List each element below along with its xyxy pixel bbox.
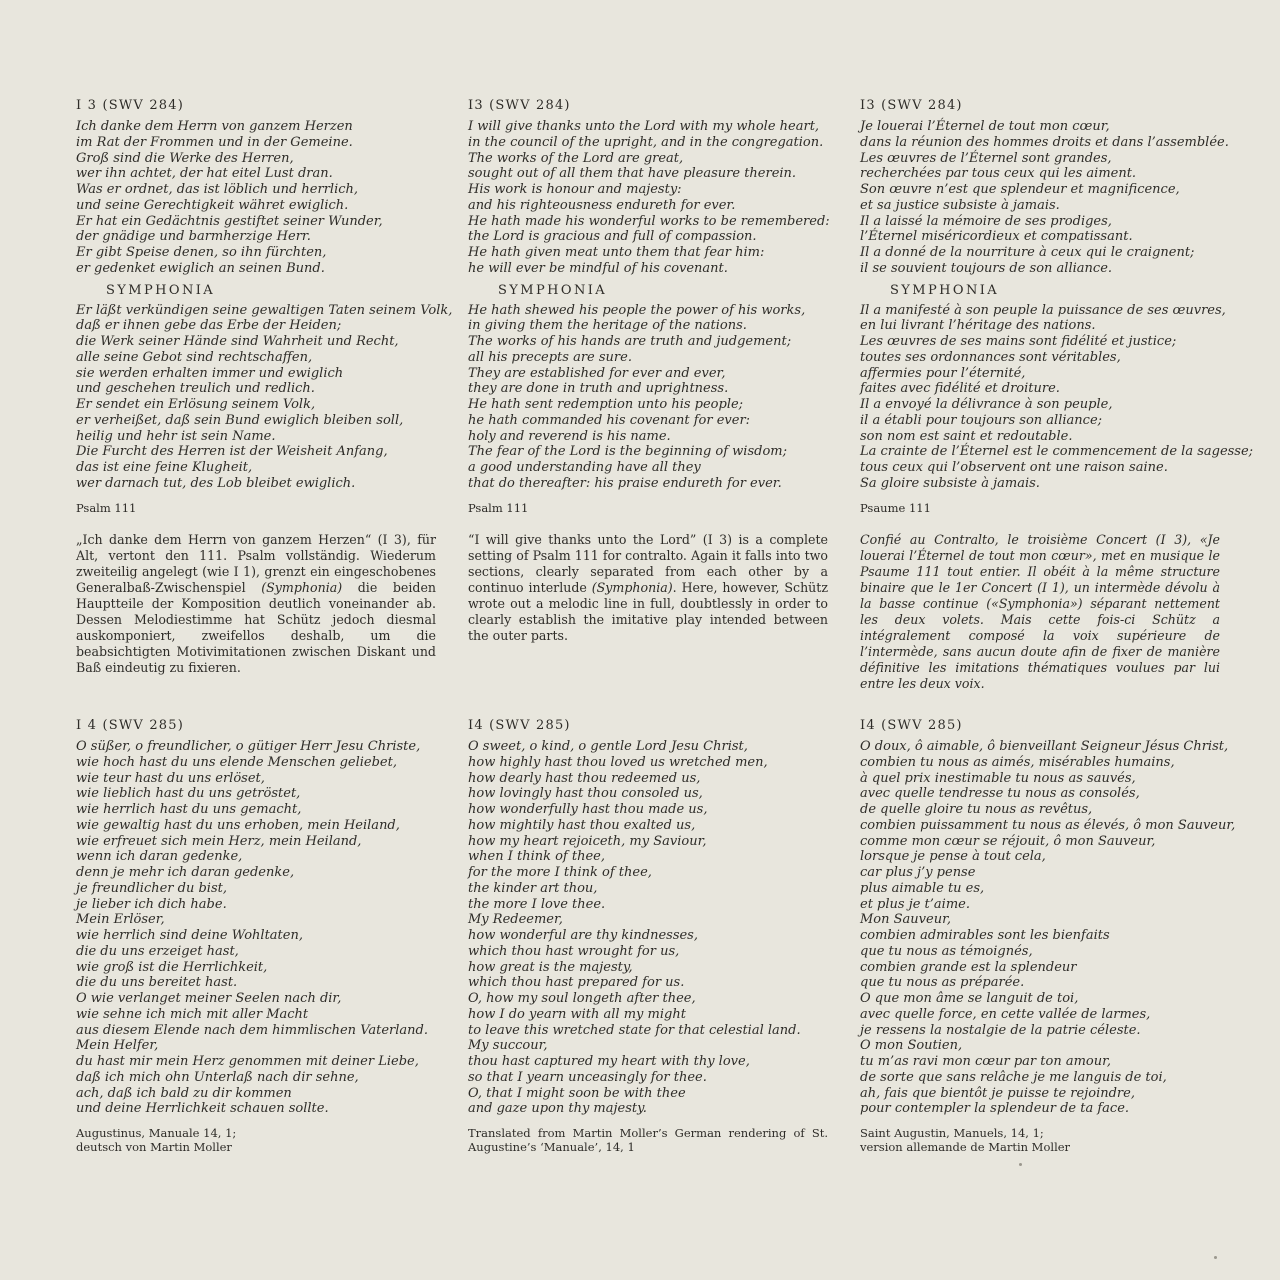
verse-line: wie sehne ich mich mit aller Macht [76, 1006, 309, 1022]
verse-line: Je louerai l’Éternel de tout mon cœur, [860, 119, 1110, 134]
verse-line: wie teur hast du uns erlöset, [76, 770, 265, 786]
source-citation: Psalm 111 [76, 500, 137, 515]
verse-line: how lovingly hast thou consoled us, [468, 786, 703, 802]
verse-line: O, that I might soon be with thee [468, 1085, 686, 1101]
verse-line: which thou hast prepared for us. [468, 975, 685, 991]
verse-line: the kinder art thou, [468, 880, 598, 896]
verse-line: O, how my soul longeth after thee, [468, 991, 696, 1006]
verse-line: O süßer, o freundlicher, o gütiger Herr Jesu Christe, [76, 739, 421, 754]
verse-line: wie groß ist die Herrlichkeit, [76, 959, 268, 975]
verse-line: er verheißet, daß sein Bund ewiglich bleiben soll, [76, 412, 404, 428]
section-heading: I3 (SWV 284) [860, 98, 963, 113]
verse-line: He hath shewed his people the power of his works, [468, 302, 806, 318]
verse-line: avec quelle force, en cette vallée de larmes, [860, 1006, 1151, 1022]
verse-line: the more I love thee. [468, 896, 606, 912]
verse-line: He hath sent redemption unto his people; [468, 397, 744, 412]
verse-line: for the more I think of thee, [468, 865, 652, 880]
verse-line: which thou hast wrought for us, [468, 943, 680, 959]
verse-line: wenn ich daran gedenke, [76, 849, 243, 865]
verse-line: Er hat ein Gedächtnis gestiftet seiner Wunder, [76, 213, 383, 229]
verse-part1 [468, 119, 828, 277]
symphonia-heading: SYMPHONIA [106, 282, 216, 298]
verse-line: dans la réunion des hommes droits et dans l’assemblée. [860, 134, 1229, 150]
verse-part1 [76, 119, 436, 277]
verse-line: a good understanding have all they [468, 460, 701, 475]
verse-line: in giving them the heritage of the nations. [468, 318, 747, 334]
verse-line: daß ich mich ohn Unterlaß nach dir sehne, [76, 1069, 359, 1085]
verse-line: and gaze upon thy majesty. [468, 1101, 647, 1117]
verse-line: when I think of thee, [468, 849, 605, 865]
verse-line: combien grande est la splendeur [860, 959, 1077, 975]
verse-line: wer darnach tut, des Lob bleibet ewiglich. [76, 475, 356, 491]
verse-text [860, 739, 1236, 1117]
verse-line: aus diesem Elende nach dem himmlischen Vaterland. [76, 1022, 429, 1038]
section-heading: I4 (SWV 285) [468, 718, 571, 733]
verse-line: thou hast captured my heart with thy love, [468, 1054, 750, 1069]
verse-line: wie erfreuet sich mein Herz, mein Heiland, [76, 833, 362, 849]
section-heading: I 4 (SWV 285) [76, 718, 185, 733]
verse-line: wie herrlich sind deine Wohltaten, [76, 928, 303, 943]
verse-line: die Werk seiner Hände sind Wahrheit und Recht, [76, 334, 399, 349]
german-column-i3 [76, 98, 453, 676]
verse-line: Son œuvre n’est que splendeur et magnificence, [860, 182, 1180, 197]
verse-line: das ist eine feine Klugheit, [76, 460, 253, 475]
verse-line: how I do yearn with all my might [468, 1006, 686, 1022]
verse-line: Il a manifesté à son peuple la puissance de ses œuvres, [860, 302, 1226, 318]
source-citation: Psaume 111 [860, 500, 931, 515]
verse-line: que tu nous as témoignés, [860, 943, 1033, 959]
source-citation: Translated from Martin Moller’s German rendering of St. Augustine’s ‘Manuale’, 14, 1 [468, 1126, 828, 1154]
verse-line: wie gewaltig hast du uns erhoben, mein Heiland, [76, 817, 400, 833]
verse-line: Mein Erlöser, [76, 912, 165, 928]
verse-line: They are established for ever and ever, [468, 365, 726, 381]
verse-part2 [76, 302, 453, 492]
verse-line: pour contempler la splendeur de ta face. [860, 1101, 1130, 1117]
source-citation: Saint Augustin, Manuels, 14, 1; version allemande de Martin Moller [860, 1126, 1071, 1154]
verse-line: sie werden erhalten immer und ewiglich [76, 365, 344, 381]
verse-line: My succour, [468, 1038, 548, 1054]
verse-line: ah, fais que bientôt je puisse te rejoindre, [860, 1085, 1135, 1101]
verse-line: et sa justice subsiste à jamais. [860, 197, 1060, 213]
verse-line: Was er ordnet, das ist löblich und herrlich, [76, 182, 359, 197]
verse-line: du hast mir mein Herz genommen mit deiner Liebe, [76, 1054, 419, 1069]
verse-line: je lieber ich dich habe. [76, 896, 227, 912]
verse-line: His work is honour and majesty: [468, 182, 682, 197]
verse-line: how dearly hast thou redeemed us, [468, 770, 701, 786]
commentary-paragraph: „Ich danke dem Herrn von ganzem Herzen“ (I 3), für Alt, vertont den 111. Psalm vollständig. Wiederum zweiteilig angelegt (wie I 1), grenzt ein eingeschobenes Generalbaß-Zwischenspiel (Symphonia) die beiden Hauptteile der Komposition deutlich voneinander ab. Dessen Melodiestimme hat Schütz jedoch diesmal auskomponiert, zweifellos deshalb, um die beabsichtigten Motivimitationen zwischen Diskant und Baß eindeutig zu fixieren. [76, 531, 437, 676]
verse-line: holy and reverend is his name. [468, 428, 671, 444]
verse-line: how mightily hast thou exalted us, [468, 817, 696, 833]
verse-part2 [860, 302, 1254, 492]
verse-line: daß er ihnen gebe das Erbe der Heiden; [76, 318, 342, 334]
verse-line: Er läßt verkündigen seine gewaltigen Taten seinem Volk, [76, 302, 453, 318]
verse-line: son nom est saint et redoutable. [860, 428, 1073, 444]
verse-line: and his righteousness endureth for ever. [468, 197, 736, 213]
verse-line: je ressens la nostalgie de la patrie céleste. [860, 1022, 1141, 1038]
french-column-i4 [860, 718, 1236, 1154]
verse-line: und deine Herrlichkeit schauen sollte. [76, 1101, 329, 1117]
verse-line: in the council of the upright, and in the congregation. [468, 134, 824, 150]
verse-line: Sa gloire subsiste à jamais. [860, 475, 1040, 491]
german-column-i4 [76, 718, 436, 1154]
verse-line: The works of the Lord are great, [468, 150, 684, 166]
verse-line: Mon Sauveur, [860, 912, 951, 928]
verse-line: wie herrlich hast du uns gemacht, [76, 802, 302, 817]
verse-line: combien puissamment tu nous as élevés, ô mon Sauveur, [860, 817, 1236, 833]
verse-line: My Redeemer, [468, 912, 563, 928]
verse-line: Il a laissé la mémoire de ses prodiges, [860, 213, 1112, 229]
verse-line: et plus je t’aime. [860, 896, 970, 912]
verse-line: La crainte de l’Éternel est le commencement de la sagesse; [860, 444, 1254, 460]
verse-line: how highly hast thou loved us wretched men, [468, 754, 768, 770]
english-column-i3 [468, 98, 828, 644]
verse-line: denn je mehr ich daran gedenke, [76, 865, 295, 880]
verse-line: und geschehen treulich und redlich. [76, 381, 315, 397]
section-heading: I4 (SWV 285) [860, 718, 963, 733]
verse-line: de sorte que sans relâche je me languis de toi, [860, 1069, 1167, 1085]
verse-line: recherchées par tous ceux qui les aiment. [860, 166, 1137, 182]
verse-line: wer ihn achtet, der hat eitel Lust dran. [76, 166, 333, 182]
verse-line: sought out of all them that have pleasure therein. [468, 166, 797, 182]
verse-line: how wonderful are thy kindnesses, [468, 928, 698, 943]
verse-line: Er sendet ein Erlösung seinem Volk, [76, 397, 316, 412]
verse-line: il a établi pour toujours son alliance; [860, 412, 1103, 428]
verse-line: O sweet, o kind, o gentle Lord Jesu Christ, [468, 739, 748, 754]
paper-speck [1019, 1163, 1022, 1166]
verse-line: die du uns erzeiget hast, [76, 943, 239, 959]
verse-line: all his precepts are sure. [468, 349, 632, 365]
verse-line: I will give thanks unto the Lord with my whole heart, [468, 119, 820, 134]
verse-line: the Lord is gracious and full of compassion. [468, 229, 757, 245]
verse-line: The works of his hands are truth and judgement; [468, 334, 792, 349]
verse-line: affermies pour l’éternité, [860, 365, 1026, 381]
verse-line: Er gibt Speise denen, so ihn fürchten, [76, 245, 327, 260]
verse-line: Mein Helfer, [76, 1038, 159, 1054]
verse-line: en lui livrant l’héritage des nations. [860, 318, 1096, 334]
paper-speck [1214, 1256, 1217, 1259]
verse-line: tu m’as ravi mon cœur par ton amour, [860, 1054, 1112, 1069]
verse-text [468, 739, 828, 1117]
verse-line: il se souvient toujours de son alliance. [860, 260, 1113, 276]
verse-line: Il a donné de la nourriture à ceux qui le craignent; [860, 245, 1195, 260]
verse-line: O que mon âme se languit de toi, [860, 991, 1079, 1006]
verse-line: O wie verlanget meiner Seelen nach dir, [76, 991, 342, 1006]
french-column-i3 [860, 98, 1254, 692]
verse-line: alle seine Gebot sind rechtschaffen, [76, 349, 313, 365]
verse-line: that do thereafter: his praise endureth for ever. [468, 475, 782, 491]
verse-line: plus aimable tu es, [860, 880, 985, 896]
verse-line: im Rat der Frommen und in der Gemeine. [76, 134, 353, 150]
verse-line: avec quelle tendresse tu nous as consolés, [860, 786, 1140, 802]
verse-line: ach, daß ich bald zu dir kommen [76, 1085, 292, 1101]
verse-line: toutes ses ordonnances sont véritables, [860, 349, 1121, 365]
source-citation: Psalm 111 [468, 500, 529, 515]
verse-line: car plus j’y pense [860, 865, 976, 880]
verse-line: lorsque je pense à tout cela, [860, 849, 1046, 865]
commentary-paragraph: “I will give thanks unto the Lord” (I 3) is a complete setting of Psalm 111 for contralto. Again it falls into two sections, clearly separated from each other by a continuo interlude (Symphonia). Here, however, Schütz wrote out a melodic line in full, doubtlessly in order to clearly establish the imitative play intended between the outer parts. [468, 531, 828, 644]
verse-line: Ich danke dem Herrn von ganzem Herzen [76, 119, 353, 134]
verse-line: O doux, ô aimable, ô bienveillant Seigneur Jésus Christ, [860, 739, 1229, 754]
verse-line: heilig und hehr ist sein Name. [76, 428, 276, 444]
verse-line: The fear of the Lord is the beginning of wisdom; [468, 444, 787, 460]
section-heading: I 3 (SWV 284) [76, 98, 185, 113]
commentary-paragraph: Confié au Contralto, le troisième Concert (I 3), «Je louerai l’Éternel de tout mon cœur», met en musique le Psaume 111 tout entier. Il obéit à la même structure binaire que le 1er Concert (I 1), un intermède dévolu à la basse continue («Symphonia») séparant nettement les deux volets. Mais cette fois-ci Schütz a intégralement composé la voix supérieure de l’intermède, sans aucun doute afin de fixer de manière définitive les imitations thématiques voulues par lui entre les deux voix. [860, 531, 1220, 692]
verse-line: combien tu nous as aimés, misérables humains, [860, 754, 1175, 770]
english-column-i4 [468, 718, 828, 1154]
verse-line: Les œuvres de ses mains sont fidélité et justice; [860, 334, 1177, 349]
verse-line: tous ceux qui l’observent ont une raison saine. [860, 460, 1168, 475]
verse-line: à quel prix inestimable tu nous as sauvés, [860, 770, 1136, 786]
section-heading: I3 (SWV 284) [468, 98, 571, 113]
verse-line: de quelle gloire tu nous as revêtus, [860, 802, 1093, 817]
verse-line: die du uns bereitet hast. [76, 975, 238, 991]
verse-line: comme mon cœur se réjouit, ô mon Sauveur, [860, 833, 1156, 849]
verse-line: Die Furcht des Herren ist der Weisheit Anfang, [76, 444, 388, 460]
verse-line: Il a envoyé la délivrance à son peuple, [860, 397, 1113, 412]
verse-line: der gnädige und barmherzige Herr. [76, 229, 311, 245]
verse-line: er gedenket ewiglich an seinen Bund. [76, 260, 325, 276]
verse-line: He hath made his wonderful works to be remembered: [468, 213, 830, 229]
verse-line: l’Éternel miséricordieux et compatissant. [860, 229, 1133, 245]
verse-part2 [468, 303, 828, 492]
verse-line: Les œuvres de l’Éternel sont grandes, [860, 150, 1112, 166]
verse-text [76, 739, 436, 1117]
symphonia-heading: SYMPHONIA [498, 282, 608, 298]
verse-line: he will ever be mindful of his covenant. [468, 260, 728, 276]
verse-line: he hath commanded his covenant for ever: [468, 412, 751, 428]
verse-line: wie lieblich hast du uns getröstet, [76, 786, 301, 802]
verse-line: He hath given meat unto them that fear him: [468, 245, 765, 260]
verse-line: how great is the majesty, [468, 959, 633, 975]
verse-line: so that I yearn unceasingly for thee. [468, 1069, 707, 1085]
verse-line: wie hoch hast du uns elende Menschen geliebet, [76, 754, 397, 770]
verse-line: Groß sind die Werke des Herren, [76, 150, 294, 166]
verse-line: how wonderfully hast thou made us, [468, 802, 708, 817]
verse-part1 [860, 119, 1229, 277]
symphonia-heading: SYMPHONIA [890, 282, 1000, 298]
verse-line: und seine Gerechtigkeit währet ewiglich. [76, 197, 349, 213]
verse-line: je freundlicher du bist, [76, 880, 227, 896]
verse-line: que tu nous as préparée. [860, 975, 1025, 991]
verse-line: O mon Soutien, [860, 1038, 963, 1054]
source-citation: Augustinus, Manuale 14, 1; deutsch von Martin Moller [76, 1126, 237, 1154]
verse-line: faites avec fidélité et droiture. [860, 381, 1060, 397]
verse-line: to leave this wretched state for that celestial land. [468, 1022, 801, 1038]
verse-line: they are done in truth and uprightness. [468, 381, 729, 397]
verse-line: how my heart rejoiceth, my Saviour, [468, 833, 707, 849]
verse-line: combien admirables sont les bienfaits [860, 928, 1110, 943]
